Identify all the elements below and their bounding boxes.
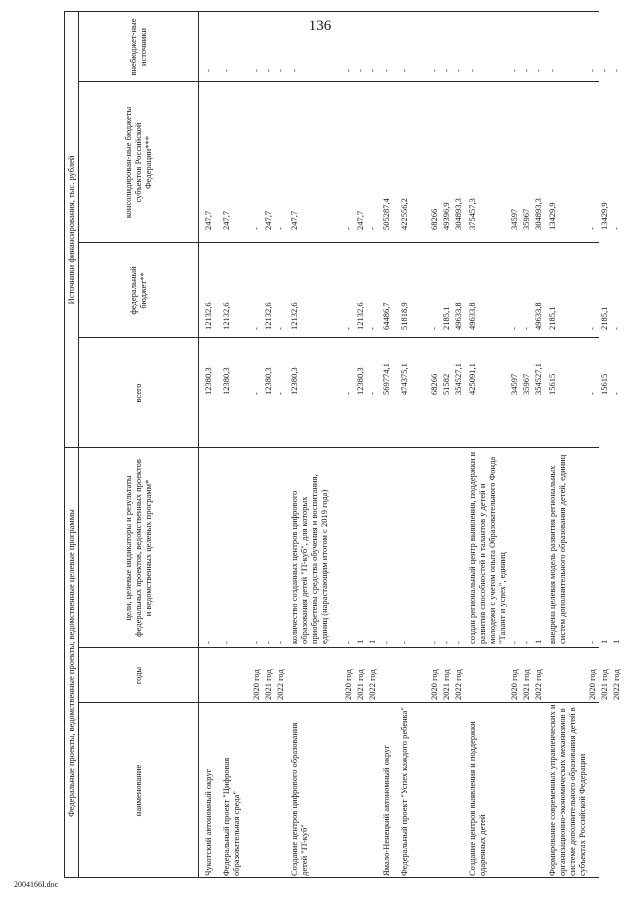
table-cell-year: 2022 год (533, 669, 543, 700)
table-row (441, 12, 453, 878)
table-row (611, 12, 625, 878)
table-row (533, 12, 547, 878)
table-row (521, 12, 533, 878)
table-cell-fed: 2185,1 (441, 306, 451, 330)
table-cell-goal: - (441, 641, 451, 644)
table-cell-extra: - (289, 69, 299, 72)
table-cell-total: 12380,3 (289, 367, 299, 395)
table-cell-total: - (587, 392, 597, 395)
table-cell-year: 2022 год (367, 669, 377, 700)
table-cell-extra: - (467, 69, 477, 72)
table-cell-total: - (343, 392, 353, 395)
table-cell-extra: - (355, 69, 365, 72)
table-cell-name (429, 704, 441, 876)
table-row (275, 12, 289, 878)
table-cell-fed: 12132,6 (221, 302, 231, 330)
table-cell-reg: 35967 (521, 208, 531, 230)
table-cell-reg: 304893,3 (533, 198, 543, 230)
table-row (509, 12, 521, 878)
header-group-projects: Федеральные проекты, ведомственные проекты, ведомственные целевые программы (66, 509, 76, 817)
table-cell-total: - (251, 392, 261, 395)
table-cell-total: 12380,3 (263, 367, 273, 395)
table-cell-name (521, 704, 533, 876)
table-row (343, 12, 355, 878)
table-cell-fed: 2185,1 (599, 306, 609, 330)
table-cell-year: 2020 год (509, 669, 519, 700)
table-cell-reg: 247,7 (203, 210, 213, 230)
table-cell-total: 34597 (509, 373, 519, 395)
table-cell-extra: - (367, 69, 377, 72)
table-cell-total: - (367, 392, 377, 395)
table-cell-year: 2020 год (429, 669, 439, 700)
table-cell-fed: 12132,6 (263, 302, 273, 330)
table-cell-name (343, 704, 355, 876)
table-cell-extra: - (453, 69, 463, 72)
rotated-table (64, 12, 621, 878)
table-cell-goal: 1 (533, 639, 543, 644)
table-cell-reg: 247,7 (221, 210, 231, 230)
table-cell-name: Ямало-Ненецкий автономный округ (381, 745, 391, 876)
table-cell-extra: - (611, 69, 621, 72)
table-cell-year: 2020 год (343, 669, 353, 700)
table-cell-reg: - (251, 227, 261, 230)
table-row (251, 12, 263, 878)
table-cell-year: 2022 год (453, 669, 463, 700)
table-cell-total: 35967 (521, 373, 531, 395)
table-cell-reg: 375457,3 (467, 198, 477, 230)
table-cell-extra: - (547, 69, 557, 72)
table-cell-goal: 1 (355, 639, 365, 644)
table-cell-fed: 49633,8 (453, 302, 463, 330)
table-cell-name (367, 704, 381, 876)
table-cell-year (221, 648, 251, 700)
table-cell-total: 12380,3 (221, 367, 231, 395)
table-row (367, 12, 381, 878)
table-cell-reg: 49396,9 (441, 202, 451, 230)
table-cell-extra: - (533, 69, 543, 72)
footer-filename: 2004166I.doc (14, 880, 59, 889)
table-cell-goal: - (343, 641, 353, 644)
table-cell-reg: 505287,4 (381, 198, 391, 230)
table-cell-fed: - (367, 327, 377, 330)
header-years: годы (133, 666, 143, 685)
table-cell-extra: - (599, 69, 609, 72)
table-cell-goal: - (587, 641, 597, 644)
table-cell-fed: 49633,8 (467, 302, 477, 330)
table-cell-year: 2021 год (263, 669, 273, 700)
table-cell-extra: - (203, 69, 213, 72)
table-cell-year (467, 648, 509, 700)
table-cell-extra: - (521, 69, 531, 72)
table-cell-year (289, 648, 343, 700)
table-cell-reg: 13429,9 (547, 202, 557, 230)
table-cell-year: 2021 год (521, 669, 531, 700)
table-cell-year (547, 648, 587, 700)
table-cell-fed: - (275, 327, 285, 330)
table-cell-fed: - (521, 327, 531, 330)
table-cell-name (275, 704, 289, 876)
table-cell-year (399, 648, 429, 700)
table-cell-reg: 304893,3 (453, 198, 463, 230)
table-row (599, 12, 611, 878)
table-cell-total: 474375,1 (399, 363, 409, 395)
table-cell-extra: - (275, 69, 285, 72)
table-cell-fed: - (611, 327, 621, 330)
table-cell-total: 12380,3 (355, 367, 365, 395)
table-cell-extra: - (381, 69, 391, 72)
table-cell-reg: - (611, 227, 621, 230)
table-cell-total: 12380,3 (203, 367, 213, 395)
table-cell-fed: 64486,7 (381, 302, 391, 330)
table-cell-name: Создание центров выявления и поддержки одаренных детей (467, 721, 487, 876)
table-cell-reg: 247,7 (355, 210, 365, 230)
table-cell-year: 2020 год (587, 669, 597, 700)
table-cell-year: 2020 год (251, 669, 261, 700)
table-cell-reg: - (343, 227, 353, 230)
table-cell-name (509, 704, 521, 876)
table-cell-goal: внедрена целевая модель развития региональных систем дополнительного образования детей, единиц (547, 454, 567, 644)
table-cell-reg: 68266 (429, 208, 439, 230)
table-cell-name (453, 704, 467, 876)
table-cell-year (203, 648, 221, 700)
table-cell-total: 425091,1 (467, 363, 477, 395)
table-cell-reg: - (367, 227, 377, 230)
table-cell-year: 2022 год (275, 669, 285, 700)
table-cell-fed: 49633,8 (533, 302, 543, 330)
table-cell-fed: - (343, 327, 353, 330)
table-cell-reg: 34597 (509, 208, 519, 230)
table-cell-fed: - (251, 327, 261, 330)
table-row (587, 12, 599, 878)
header-regional: консолидирован-ные бюджеты субъектов Российской Федерации*** (123, 106, 153, 219)
table-cell-year: 2021 год (441, 669, 451, 700)
table-row (221, 12, 251, 878)
page-number: 136 (308, 18, 332, 34)
table-cell-goal: 1 (599, 639, 609, 644)
header-total: всего (133, 383, 143, 403)
table-row (399, 12, 429, 878)
table-cell-extra: - (429, 69, 439, 72)
table-row (547, 12, 587, 878)
table-cell-extra: - (221, 69, 231, 72)
table-cell-goal: - (263, 641, 273, 644)
table-cell-goal: - (399, 641, 409, 644)
header-goals: цели, целевые индикаторы и результаты федеральных проектов, ведомственных проектов и ведомственных целевых программ* (123, 459, 153, 637)
table-cell-year: 2021 год (355, 669, 365, 700)
header-name: наименование (133, 764, 143, 817)
table-cell-year: 2021 год (599, 669, 609, 700)
table-cell-total: 51582 (441, 373, 451, 395)
table-cell-total: 68266 (429, 373, 439, 395)
header-federal: федеральный бюджет** (128, 266, 148, 315)
table-row (263, 12, 275, 878)
table-cell-fed: 51818,9 (399, 302, 409, 330)
table-cell-goal: - (453, 641, 463, 644)
table-cell-reg: 422556,2 (399, 198, 409, 230)
table-cell-name: Создание центров цифрового образования детей "IT-куб" (289, 722, 309, 876)
table-cell-extra: - (441, 69, 451, 72)
table-cell-goal: - (521, 641, 531, 644)
table-cell-total: 354527,1 (533, 363, 543, 395)
table-row (203, 12, 221, 878)
table-cell-name: Формирование современных управленческих и организационно-экономических механизмов в системе дополнительного образования детей в субъектах Российской Федерации (547, 704, 587, 876)
table-cell-name (611, 704, 625, 876)
table-cell-name (533, 704, 547, 876)
table-row (453, 12, 467, 878)
table-cell-total: - (275, 392, 285, 395)
table-cell-goal: 1 (367, 639, 377, 644)
table-cell-goal: количество созданных центров цифрового образования детей "IT-куб", для которых приобретены средства обучения и воспитания, единиц (нарастающим итогом с 2019 года) (289, 474, 329, 644)
table-cell-fed: - (509, 327, 519, 330)
table-cell-extra: - (251, 69, 261, 72)
table-cell-goal: - (275, 641, 285, 644)
table-cell-goal: - (509, 641, 519, 644)
table-cell-goal: - (381, 641, 391, 644)
table-cell-reg: 13429,9 (599, 202, 609, 230)
header-group-funding: Источники финансирования, тыс. рублей (66, 155, 76, 305)
table-cell-name (263, 704, 275, 876)
table-cell-extra: - (587, 69, 597, 72)
table-cell-name: Чукотский автономный округ (203, 768, 213, 876)
table-cell-total: - (611, 392, 621, 395)
table-cell-reg: - (587, 227, 597, 230)
table-cell-reg: - (275, 227, 285, 230)
table-cell-name (251, 704, 263, 876)
table-cell-name (355, 704, 367, 876)
table-row (381, 12, 399, 878)
table-cell-name: Федеральный проект "Успех каждого ребенка" (399, 707, 409, 876)
table-cell-name (441, 704, 453, 876)
table-cell-extra: - (263, 69, 273, 72)
table-cell-fed: 12132,6 (289, 302, 299, 330)
table-row (429, 12, 441, 878)
table-cell-total: 15615 (599, 373, 609, 395)
table-cell-goal: - (203, 641, 213, 644)
table-row (289, 12, 343, 878)
table-cell-fed: - (587, 327, 597, 330)
table-row (467, 12, 509, 878)
table-row (355, 12, 367, 878)
table-cell-fed: 12132,6 (203, 302, 213, 330)
table-cell-name: Федеральный проект "Цифровая образовательная среда" (221, 757, 241, 876)
table-cell-extra: - (343, 69, 353, 72)
table-cell-goal: - (251, 641, 261, 644)
table-cell-extra: - (509, 69, 519, 72)
table-cell-goal: создан региональный центр выявления, поддержки и развития способностей и талантов у детей и молодежи с учетом опыта Образовательного Фонда "Талант и успех", единиц (467, 451, 507, 644)
table-cell-year: 2022 год (611, 669, 621, 700)
table-cell-fed: - (429, 327, 439, 330)
table-cell-extra: - (399, 69, 409, 72)
table-cell-reg: 247,7 (263, 210, 273, 230)
table-cell-total: 15615 (547, 373, 557, 395)
table-cell-fed: 2185,1 (547, 306, 557, 330)
table-cell-reg: 247,7 (289, 210, 299, 230)
table-cell-goal: - (429, 641, 439, 644)
table-cell-total: 569774,1 (381, 363, 391, 395)
table-cell-name (587, 704, 599, 876)
table-cell-total: 354527,1 (453, 363, 463, 395)
table-cell-goal: - (221, 641, 231, 644)
table-cell-goal: 1 (611, 639, 621, 644)
table-cell-year (381, 648, 399, 700)
table-cell-name (599, 704, 611, 876)
table-cell-fed: 12132,6 (355, 302, 365, 330)
header-extra: внебюджет-ные источники (128, 18, 148, 76)
